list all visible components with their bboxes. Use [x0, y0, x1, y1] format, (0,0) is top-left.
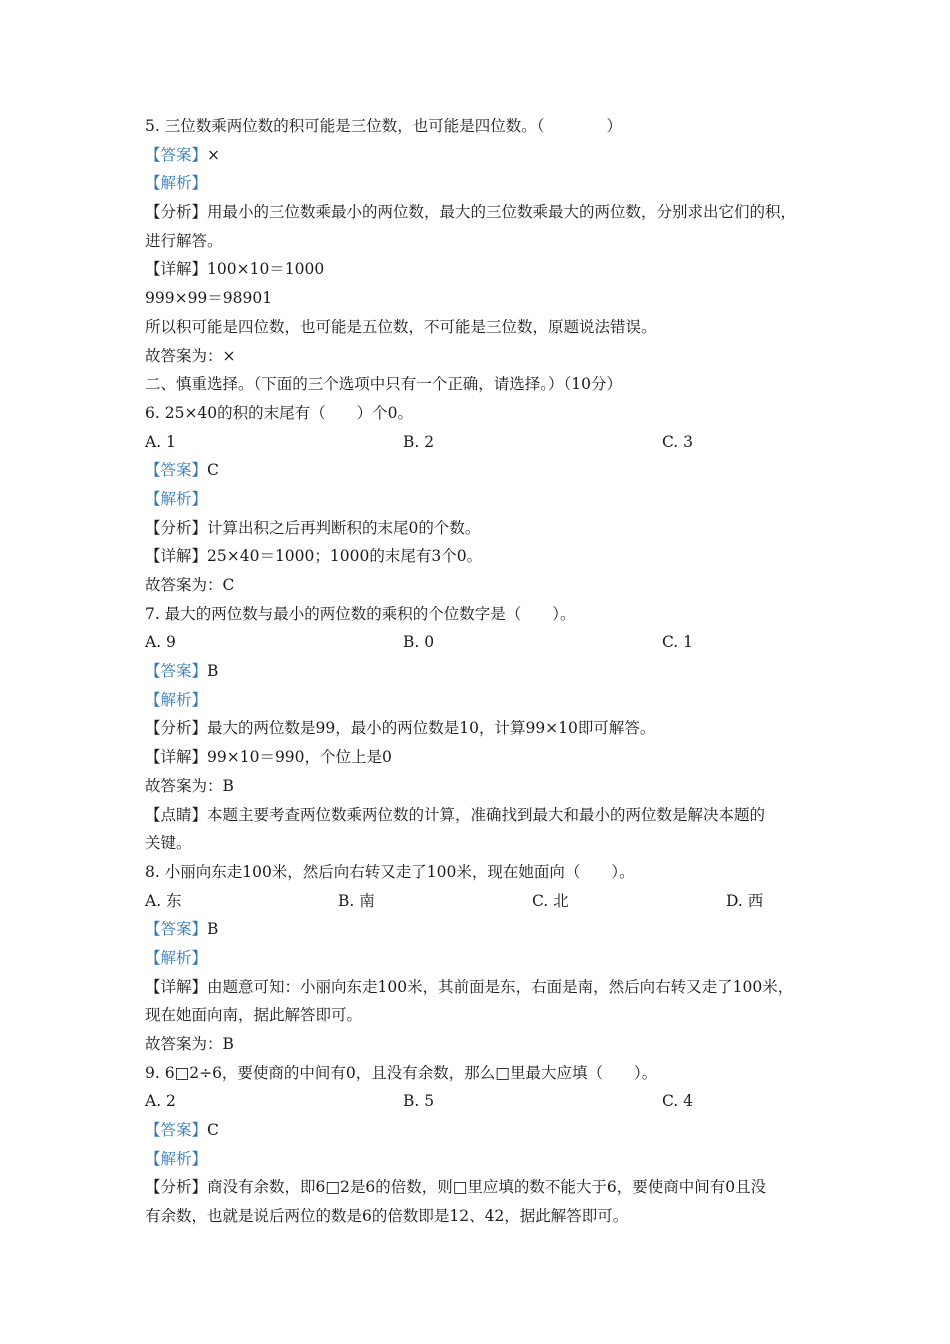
q6-option-c: C. 3	[662, 432, 694, 451]
q5-fenxi-line1: 【分析】用最小的三位数乘最小的两位数，最大的三位数乘最大的两位数，分别求出它们的积，	[145, 203, 797, 222]
q6-final: 故答案为：C	[145, 576, 235, 594]
q8-option-c: C. 北	[532, 891, 569, 910]
section2-heading: 二、慎重选择。（下面的三个选项中只有一个正确，请选择。）（10分）	[145, 375, 622, 394]
fenxi-tag: 【分析】	[145, 1178, 208, 1197]
q9-fenxi-line2: 有余数，也就是说后两位的数是6的倍数即是12、42，据此解答即可。	[145, 1207, 629, 1226]
q7-option-a: A. 9	[145, 633, 176, 652]
q7-xiangjie: 【详解】99×10＝990，个位上是0	[145, 748, 392, 767]
q7-options	[145, 628, 825, 657]
q8-options	[145, 887, 825, 916]
q5-analysis-tag: 【解析】	[145, 174, 208, 193]
q5-conclusion: 所以积可能是四位数，也可能是五位数，不可能是三位数，原题说法错误。	[145, 317, 657, 336]
q7-dianjing-line2: 关键。	[145, 834, 192, 853]
q7-question: 7. 最大的两位数与最小的两位数的乘积的个位数字是（ ）。	[145, 604, 576, 623]
q7-option-b: B. 0	[403, 633, 435, 652]
answer-value: B	[207, 662, 219, 681]
q8-option-d: D. 西	[726, 891, 764, 910]
q8-xiangjie-line2: 现在她面向南，据此解答即可。	[145, 1006, 363, 1025]
q8-option-b: B. 南	[338, 891, 375, 910]
q9-answer	[145, 1116, 825, 1145]
q7-dianjing-line1: 【点睛】本题主要考查两位数乘两位数的计算，准确找到最大和最小的两位数是解决本题的	[145, 805, 766, 824]
q6-answer	[145, 456, 825, 485]
dianjing-tag: 【点睛】	[145, 805, 208, 824]
q9-question: 9. 6□2÷6，要使商的中间有0，且没有余数，那么□里最大应填（ ）。	[145, 1063, 658, 1082]
q7-fenxi: 【分析】最大的两位数是99，最小的两位数是10，计算99×10即可解答。	[145, 719, 656, 738]
q6-question: 6. 25×40的积的末尾有（ ）个0。	[145, 403, 414, 422]
q6-option-b: B. 2	[403, 432, 435, 451]
fenxi-tag: 【分析】	[145, 518, 208, 537]
q9-options	[145, 1087, 825, 1116]
document-content	[145, 112, 825, 1231]
q5-xiangjie: 【详解】100×10＝1000	[145, 260, 325, 279]
q8-option-a: A. 东	[145, 891, 182, 910]
q8-analysis-tag: 【解析】	[145, 948, 208, 967]
answer-tag: 【答案】	[145, 662, 208, 681]
q5-final: 故答案为：×	[145, 346, 236, 365]
xiangjie-tag: 【详解】	[145, 260, 208, 279]
xiangjie-tag: 【详解】	[145, 547, 208, 566]
xiangjie-tag: 【详解】	[145, 977, 208, 996]
q5-fenxi-line2: 进行解答。	[145, 231, 223, 250]
q9-option-c: C. 4	[662, 1092, 694, 1111]
q9-option-b: B. 5	[403, 1092, 435, 1111]
q8-question: 8. 小丽向东走100米，然后向右转又走了100米，现在她面向（ ）。	[145, 862, 635, 881]
answer-tag: 【答案】	[145, 461, 208, 480]
xiangjie-tag: 【详解】	[145, 748, 208, 767]
q9-analysis-tag: 【解析】	[145, 1149, 208, 1168]
q6-xiangjie: 【详解】25×40＝1000；1000的末尾有3个0。	[145, 547, 483, 566]
answer-tag: 【答案】	[145, 1121, 208, 1140]
answer-value: ×	[207, 145, 221, 164]
q8-final: 故答案为：B	[145, 1035, 234, 1053]
answer-tag: 【答案】	[145, 145, 208, 164]
answer-value: B	[207, 920, 219, 939]
q9-option-a: A. 2	[145, 1092, 176, 1111]
q6-options	[145, 428, 825, 457]
q7-analysis-tag: 【解析】	[145, 690, 208, 709]
q7-option-c: C. 1	[662, 633, 694, 652]
q5-answer	[145, 141, 825, 170]
q9-fenxi-line1: 【分析】商没有余数，即6□2是6的倍数，则□里应填的数不能大于6，要使商中间有0且没	[145, 1178, 767, 1197]
q6-option-a: A. 1	[145, 432, 176, 451]
q5-question: 5. 三位数乘两位数的积可能是三位数，也可能是四位数。（ ）	[145, 117, 622, 135]
answer-value: C	[207, 1121, 219, 1140]
q5-calc2: 999×99＝98901	[145, 289, 273, 308]
q7-final: 故答案为：B	[145, 776, 234, 795]
q8-xiangjie-line1: 【详解】由题意可知：小丽向东走100米，其前面是东，右面是南，然后向右转又走了100米，	[145, 977, 794, 996]
q6-analysis-tag: 【解析】	[145, 489, 208, 508]
answer-value: C	[207, 461, 219, 480]
q8-answer	[145, 915, 825, 944]
q6-fenxi: 【分析】计算出积之后再判断积的末尾0的个数。	[145, 518, 481, 537]
fenxi-tag: 【分析】	[145, 719, 208, 738]
answer-tag: 【答案】	[145, 920, 208, 939]
q7-answer	[145, 657, 825, 686]
fenxi-tag: 【分析】	[145, 203, 208, 222]
